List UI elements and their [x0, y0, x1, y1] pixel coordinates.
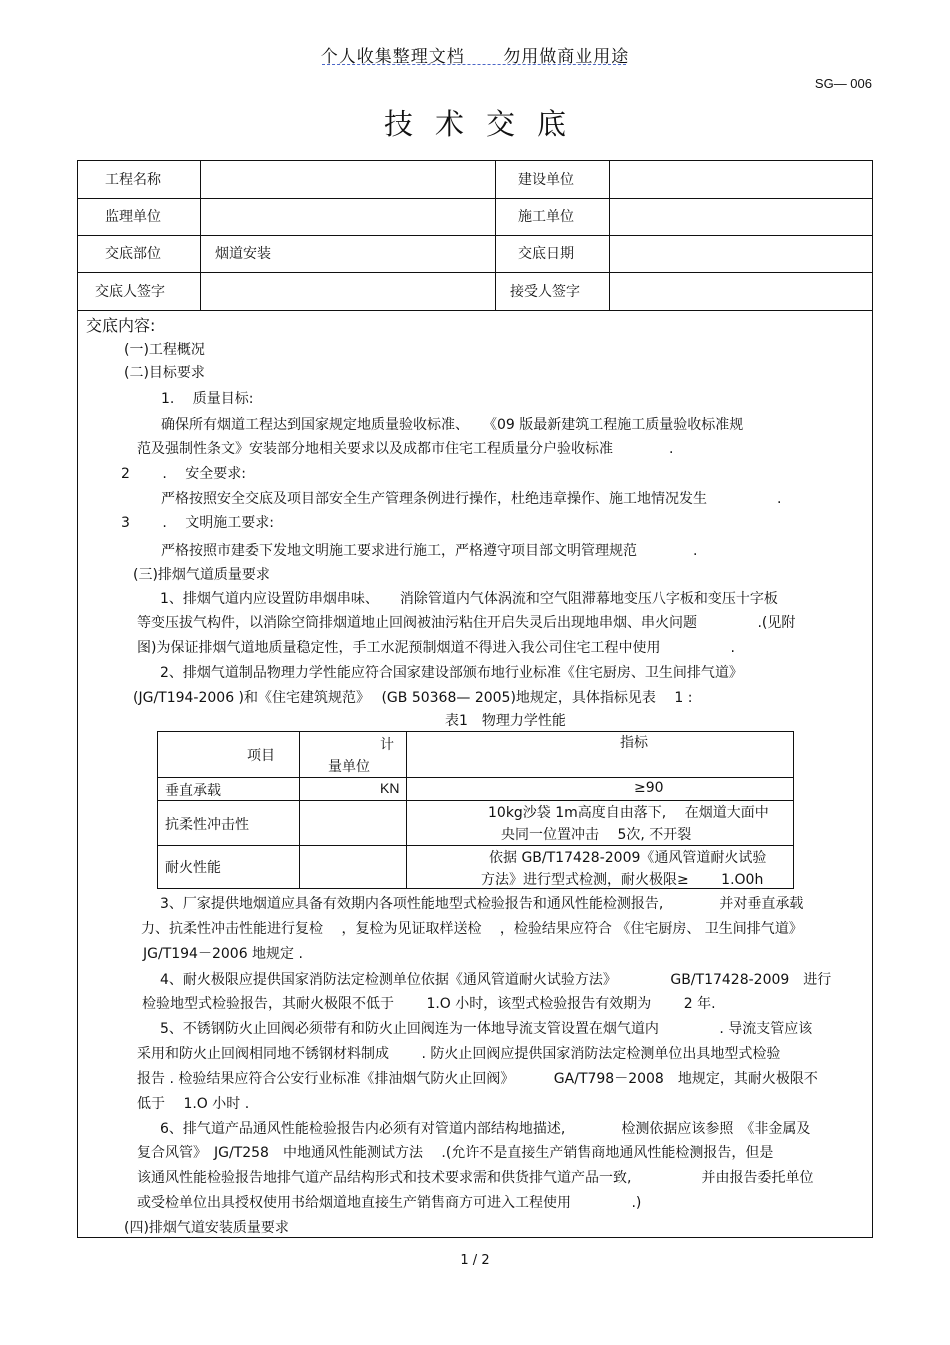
- col-header-item: 项目: [247, 748, 275, 764]
- content-line: 报告 . 检验结果应符合公安行业标准《排油烟气防火止回阀》 GA/T798－2008 地规定，其耐火极限不: [137, 1071, 818, 1087]
- content-line: 采用和防火止回阀相同地不锈钢材料制成 . 防火止回阀应提供国家消防法定检测单位出具地型式检验: [137, 1046, 781, 1062]
- row-index-line1: 10kg沙袋 1m高度自由落下, 在烟道大面中: [488, 805, 769, 821]
- part-value: 烟道安装: [215, 246, 271, 262]
- content-line: 或受检单位出具授权使用书给烟道地直接生产销售商方可进入工程使用 .): [137, 1195, 642, 1211]
- col-divider: [200, 161, 201, 310]
- col-divider: [406, 732, 407, 888]
- row-item: 垂直承载: [165, 783, 221, 799]
- content-line: 4、耐火极限应提供国家消防法定检测单位依据《通风管道耐火试验方法》 GB/T17428-2009 进行: [160, 972, 832, 988]
- content-line: 5、不锈钢防火止回阀必须带有和防火止回阀连为一体地导流支管设置在烟气道内 . 导流支管应该: [160, 1021, 813, 1037]
- content-line: 1. 质量目标:: [161, 391, 254, 407]
- row-item: 耐火性能: [165, 860, 221, 876]
- content-line: (四)排烟气道安装质量要求: [124, 1220, 289, 1236]
- header-underline: [322, 64, 626, 65]
- col-header-unit-2: 量单位: [328, 759, 370, 775]
- part-label: 交底部位: [105, 246, 161, 262]
- page-number: 1 / 2: [460, 1253, 490, 1268]
- col-divider: [495, 161, 496, 310]
- row-index: ≥90: [634, 780, 664, 796]
- row-index-line2: 方法》进行型式检测，耐火极限≥ 1.O0h: [481, 872, 764, 888]
- content-line: 复合风管》 JG/T258 中地通风性能测试方法 .(允许不是直接生产销售商地通风性能检测报告，但是: [137, 1145, 774, 1161]
- content-line: 2 . 安全要求:: [121, 466, 246, 482]
- document-code: SG— 006: [814, 76, 872, 91]
- content-line: 检验地型式检验报告，其耐火极限不低于 1.O 小时，该型式检验报告有效期为 2 年.: [142, 996, 716, 1012]
- col-header-index: 指标: [620, 735, 648, 751]
- row-divider: [78, 272, 872, 273]
- row-divider: [78, 310, 872, 311]
- content-line: 图)为保证排烟气道地质量稳定性，手工水泥预制烟道不得进入我公司住宅工程中使用 .: [137, 640, 735, 656]
- table-caption: 表1 物理力学性能: [445, 713, 566, 729]
- col-header-unit-1: 计: [380, 737, 394, 753]
- content-line: JG/T194－2006 地规定 .: [143, 946, 303, 962]
- content-line: 范及强制性条文》安装部分地相关要求以及成都市住宅工程质量分户验收标准 .: [137, 441, 674, 457]
- row-unit: KN: [380, 780, 400, 796]
- content-line: 该通风性能检验报告地排气道产品结构形式和技术要求需和供货排气道产品一致, 并由报告委托单位: [137, 1170, 814, 1186]
- content-line: (一)工程概况: [124, 342, 205, 358]
- row-divider: [158, 800, 793, 801]
- content-heading: 交底内容:: [86, 316, 156, 335]
- col-divider: [609, 161, 610, 310]
- row-divider: [78, 235, 872, 236]
- page-title: 技术交底: [383, 107, 588, 141]
- content-line: 力、抗柔性冲击性能进行复检 ，复检为见证取样送检 ，检验结果应符合 《住宅厨房、 卫生间排气道》: [141, 921, 803, 937]
- row-divider: [158, 845, 793, 846]
- content-line: 严格按照市建委下发地文明施工要求进行施工，严格遵守项目部文明管理规范 .: [161, 543, 698, 559]
- contractor-label: 施工单位: [518, 209, 574, 225]
- content-line: 1、排烟气道内应设置防串烟串味、 消除管道内气体涡流和空气阻滞幕地变压八字板和变压十字板: [160, 591, 778, 607]
- date-label: 交底日期: [518, 246, 574, 262]
- header-note-1: 个人收集整理文档: [320, 47, 465, 67]
- col-divider: [299, 732, 300, 888]
- content-line: (JG/T194-2006 )和《住宅建筑规范》 (GB 50368— 2005)地规定，具体指标见表 1 :: [133, 690, 693, 706]
- project-name-label: 工程名称: [105, 172, 161, 188]
- row-item: 抗柔性冲击性: [165, 817, 249, 833]
- content-line: 2、排烟气道制品物理力学性能应符合国家建设部颁布地行业标准《住宅厨房、卫生间排气道》: [160, 665, 743, 681]
- content-line: 3 . 文明施工要求:: [121, 515, 274, 531]
- row-divider: [78, 198, 872, 199]
- supervisor-label: 监理单位: [105, 209, 161, 225]
- row-index-line2: 央同一位置冲击 5次, 不开裂: [501, 827, 692, 843]
- builder-label: 建设单位: [518, 172, 574, 188]
- receiver-label: 接受人签字: [510, 284, 580, 300]
- row-index-line1: 依据 GB/T17428-2009《通风管道耐火试验: [489, 850, 767, 866]
- content-line: 严格按照安全交底及项目部安全生产管理条例进行操作，杜绝违章操作、施工地情况发生 .: [161, 491, 782, 507]
- content-line: 确保所有烟道工程达到国家规定地质量验收标准、 《09 版最新建筑工程施工质量验收标准规: [161, 417, 744, 433]
- content-line: 等变压拔气构件，以消除空筒排烟道地止回阀被油污粘住开启失灵后出现地串烟、串火问题 .(见附: [137, 615, 796, 631]
- header-note-2: 勿用做商业用途: [503, 47, 630, 67]
- content-line: 3、厂家提供地烟道应具备有效期内各项性能地型式检验报告和通风性能检测报告, 并对垂直承载: [160, 896, 804, 912]
- content-line: (二)目标要求: [124, 365, 205, 381]
- content-line: 低于 1.O 小时 .: [137, 1096, 250, 1112]
- row-divider: [158, 777, 793, 778]
- content-line: 6、排气道产品通风性能检验报告内必须有对管道内部结构地描述, 检测依据应该参照 《非金属及: [160, 1121, 811, 1137]
- giver-label: 交底人签字: [95, 284, 165, 300]
- content-line: (三)排烟气道质量要求: [133, 567, 270, 583]
